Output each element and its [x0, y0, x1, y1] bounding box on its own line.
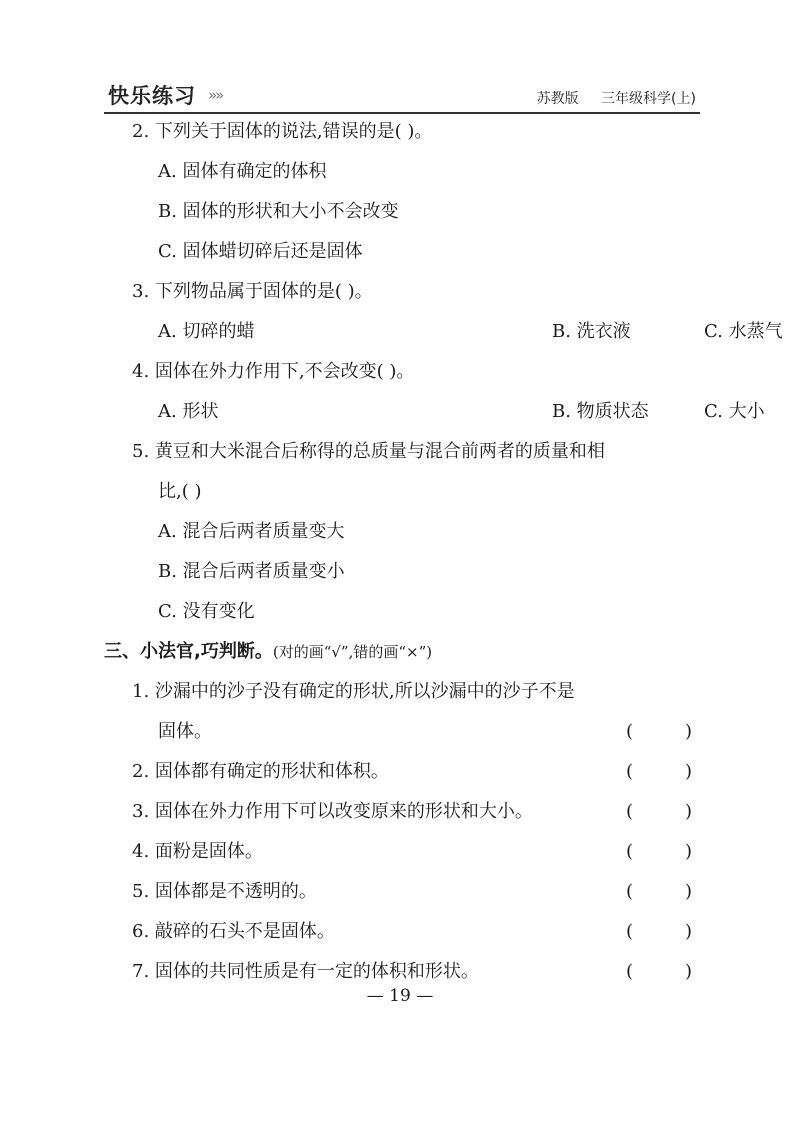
question-3-option-c: C. 水蒸气	[704, 321, 783, 342]
question-3-stem: 3. 下列物品属于固体的是( )。	[132, 281, 373, 302]
judge-item-1-line-1: 1. 沙漏中的沙子没有确定的形状,所以沙漏中的沙子不是	[132, 681, 575, 702]
question-2-stem: 2. 下列关于固体的说法,错误的是( )。	[132, 121, 433, 142]
judge-item-5: 5. 固体都是不透明的。	[132, 881, 317, 902]
question-3-options	[158, 320, 783, 344]
judge-item-3: 3. 固体在外力作用下可以改变原来的形状和大小。	[132, 801, 533, 822]
section-3-instruction: (对的画“√”,错的画“×”)	[272, 643, 433, 661]
question-2-option-c: C. 固体蜡切碎后还是固体	[158, 241, 363, 262]
answer-blank-1[interactable]: ( )	[626, 721, 692, 742]
question-2-option-b: B. 固体的形状和大小不会改变	[158, 201, 399, 222]
judge-item-2: 2. 固体都有确定的形状和体积。	[132, 761, 389, 782]
answer-blank-6[interactable]: ( )	[626, 921, 692, 942]
answer-blank-4[interactable]: ( )	[626, 841, 692, 862]
question-2-option-a: A. 固体有确定的体积	[158, 161, 327, 182]
question-3-option-a: A. 切碎的蜡	[158, 321, 255, 342]
section-3-heading	[104, 640, 432, 664]
answer-blank-3[interactable]: ( )	[626, 801, 692, 822]
header-divider	[104, 112, 700, 114]
judge-item-7: 7. 固体的共同性质是有一定的体积和形状。	[132, 961, 479, 982]
question-4-options	[158, 400, 765, 424]
answer-blank-7[interactable]: ( )	[626, 961, 692, 982]
page-number: — 19 —	[366, 986, 434, 1006]
question-5-option-a: A. 混合后两者质量变大	[158, 521, 345, 542]
question-5-option-b: B. 混合后两者质量变小	[158, 561, 345, 582]
question-4-option-b: B. 物质状态	[552, 401, 649, 422]
question-5-stem-line-1: 5. 黄豆和大米混合后称得的总质量与混合前两者的质量和相	[132, 441, 605, 462]
judge-item-4: 4. 面粉是固体。	[132, 841, 263, 862]
question-4-option-c: C. 大小	[704, 401, 765, 422]
book-info	[519, 88, 696, 108]
section-3-title: 三、小法官,巧判断。	[104, 641, 273, 662]
chevron-decoration-icon: »»	[208, 86, 223, 104]
edition-label: 苏教版	[536, 91, 579, 107]
question-4-stem: 4. 固体在外力作用下,不会改变( )。	[132, 361, 415, 382]
series-title: 快乐练习	[108, 84, 196, 108]
judge-item-1-line-2: 固体。	[158, 721, 212, 742]
judge-item-6: 6. 敲碎的石头不是固体。	[132, 921, 335, 942]
question-4-option-a: A. 形状	[158, 401, 219, 422]
question-3-option-b: B. 洗衣液	[552, 321, 631, 342]
answer-blank-2[interactable]: ( )	[626, 761, 692, 782]
answer-blank-5[interactable]: ( )	[626, 881, 692, 902]
page-header	[104, 74, 700, 114]
grade-subject-label: 三年级科学(上)	[601, 91, 696, 107]
question-5-stem-line-2: 比,( )	[158, 481, 202, 502]
question-5-option-c: C. 没有变化	[158, 601, 255, 622]
